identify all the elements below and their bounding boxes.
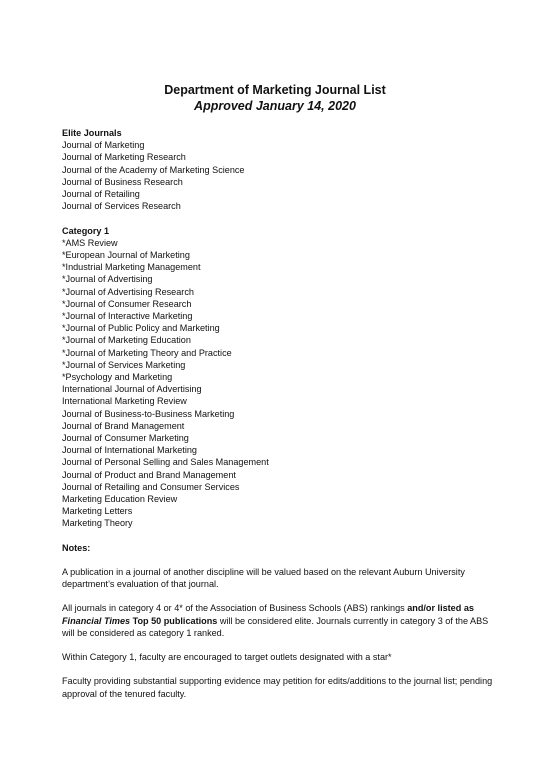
journal-item: Journal of Marketing Research	[62, 152, 186, 163]
note-paragraph: Within Category 1, faculty are encouraged to target outlets designated with a star*	[62, 652, 392, 663]
journal-item: Journal of Product and Brand Management	[62, 469, 236, 480]
category-1-heading: Category 1	[62, 225, 110, 236]
journal-item: Journal of Retailing and Consumer Services	[62, 481, 240, 492]
journal-item: *Industrial Marketing Management	[62, 262, 201, 273]
category-1-section	[62, 225, 494, 530]
spacer	[62, 530, 494, 542]
journal-item: *Journal of Marketing Theory and Practice	[62, 347, 232, 358]
note-text: All journals in category 4 or 4* of the Association of Business Schools (ABS) rankings	[62, 603, 408, 614]
journal-item: *European Journal of Marketing	[62, 250, 190, 261]
spacer	[62, 212, 494, 224]
spacer	[62, 590, 494, 602]
journal-item: Journal of the Academy of Marketing Science	[62, 164, 245, 175]
elite-journals-heading: Elite Journals	[62, 128, 122, 138]
notes-section	[62, 542, 494, 700]
note-bold-italic-text: Financial Times	[62, 615, 131, 626]
journal-item: *Journal of Consumer Research	[62, 298, 192, 309]
journal-item: Journal of Business-to-Business Marketing	[62, 408, 235, 419]
journal-item: Journal of Services Research	[62, 201, 181, 212]
document-body	[62, 127, 494, 700]
journal-item: Marketing Letters	[62, 506, 133, 517]
journal-item: Journal of Business Research	[62, 176, 183, 187]
note-paragraph: Faculty providing substantial supporting evidence may petition for edits/additions to the journal list; pending approval of the tenured faculty.	[62, 676, 493, 699]
journal-item: *Journal of Advertising	[62, 274, 153, 285]
notes-heading: Notes:	[62, 542, 91, 553]
spacer	[62, 639, 494, 651]
elite-journals-section	[62, 127, 494, 212]
journal-item: Marketing Theory	[62, 518, 133, 529]
title-block	[0, 82, 550, 114]
journal-item: International Journal of Advertising	[62, 384, 202, 395]
note-bold-text: and/or listed as	[407, 603, 474, 614]
journal-item: Journal of Consumer Marketing	[62, 433, 189, 444]
journal-item: *AMS Review	[62, 237, 118, 248]
journal-item: Journal of Brand Management	[62, 420, 185, 431]
journal-item: *Journal of Public Policy and Marketing	[62, 323, 220, 334]
journal-item: Marketing Education Review	[62, 494, 178, 505]
note-text: will be considered elite. Journals currently in category 3 of the ABS will be considered as category 1 ranked.	[62, 615, 489, 638]
journal-item: *Journal of Advertising Research	[62, 286, 194, 297]
journal-item: Journal of Personal Selling and Sales Management	[62, 457, 269, 468]
document-subtitle: Approved January 14, 2020	[194, 99, 356, 113]
note-paragraph: A publication in a journal of another discipline will be valued based on the relevant Auburn University department’s evaluation of that journal.	[62, 567, 465, 590]
journal-item: *Journal of Marketing Education	[62, 335, 191, 346]
spacer	[62, 663, 494, 675]
journal-item: Journal of Marketing	[62, 140, 145, 151]
journal-item: Journal of International Marketing	[62, 445, 197, 456]
spacer	[62, 554, 494, 566]
note-paragraph-abs	[62, 602, 494, 639]
document-title: Department of Marketing Journal List	[164, 83, 386, 97]
journal-item: *Journal of Services Marketing	[62, 359, 186, 370]
note-bold-text: Top 50 publications	[130, 615, 218, 626]
journal-item: Journal of Retailing	[62, 189, 140, 200]
journal-item: International Marketing Review	[62, 396, 187, 407]
journal-item: *Psychology and Marketing	[62, 372, 173, 383]
journal-item: *Journal of Interactive Marketing	[62, 311, 193, 322]
